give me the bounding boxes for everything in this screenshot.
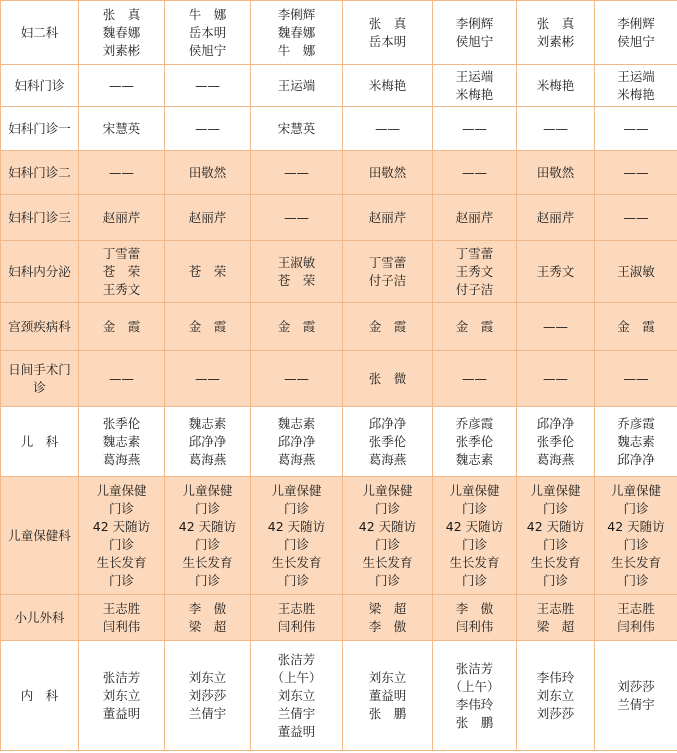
staff-name: 米梅艳	[455, 86, 494, 102]
schedule-cell	[517, 407, 595, 477]
staff-name: 儿童保健	[182, 482, 233, 498]
schedule-cell	[79, 241, 165, 303]
staff-name: 张 鹏	[455, 714, 494, 730]
schedule-cell	[517, 151, 595, 195]
department-name: 妇科内分泌	[1, 241, 79, 303]
schedule-cell	[595, 195, 677, 241]
schedule-cell	[595, 641, 677, 751]
schedule-cell	[165, 1, 251, 65]
staff-name: 张 真	[536, 15, 575, 31]
schedule-cell	[517, 477, 595, 595]
staff-name: 门诊	[108, 572, 134, 588]
staff-name: 刘莎莎	[536, 705, 575, 721]
schedule-cell	[595, 65, 677, 107]
staff-name: 金 霞	[617, 318, 655, 334]
schedule-cell	[165, 407, 251, 477]
schedule-cell	[251, 151, 343, 195]
staff-name: ——	[623, 209, 649, 225]
staff-name: 张洁芳	[102, 669, 141, 685]
schedule-cell	[343, 195, 433, 241]
schedule-cell	[595, 107, 677, 151]
staff-name: 梁 超	[368, 600, 407, 616]
staff-name: 门诊	[623, 500, 649, 516]
staff-name: 王志胜	[277, 600, 316, 616]
staff-name: ——	[375, 120, 400, 136]
schedule-cell	[79, 641, 165, 751]
schedule-cell	[433, 595, 517, 641]
staff-name: 李伟玲	[536, 669, 575, 685]
staff-name: 兰倩宇	[617, 696, 655, 712]
staff-name: 42 天随访	[445, 518, 504, 534]
staff-name: 田敬然	[188, 164, 227, 180]
staff-name: 田敬然	[536, 164, 575, 180]
schedule-cell	[343, 1, 433, 65]
staff-name: ——	[623, 120, 649, 136]
schedule-cell	[517, 351, 595, 407]
schedule-cell	[595, 241, 677, 303]
schedule-cell	[79, 107, 165, 151]
staff-name: 儿童保健	[530, 482, 581, 498]
staff-name: 梁 超	[188, 618, 227, 634]
schedule-cell	[433, 407, 517, 477]
staff-name: 赵丽芹	[455, 209, 494, 225]
department-name: 宫颈疾病科	[1, 303, 79, 351]
department-name: 妇科门诊三	[1, 195, 79, 241]
staff-name: 苍 荣	[188, 263, 227, 279]
staff-name: 王淑敏	[617, 263, 655, 279]
staff-name: 米梅艳	[536, 77, 575, 93]
staff-name: 金 霞	[102, 318, 141, 334]
staff-name: 邱净净	[277, 433, 316, 449]
department-name: 妇科门诊	[1, 65, 79, 107]
schedule-cell	[79, 351, 165, 407]
department-name: 日间手术门诊	[1, 351, 79, 407]
staff-name: 王淑敏	[277, 254, 316, 270]
schedule-cell	[251, 407, 343, 477]
schedule-cell	[433, 65, 517, 107]
schedule-cell	[343, 641, 433, 751]
staff-name: 牛 娜	[277, 42, 316, 58]
staff-name: 王运端	[617, 68, 655, 84]
staff-name: 张洁芳	[277, 651, 316, 667]
schedule-cell	[343, 407, 433, 477]
staff-name: 生长发育	[96, 554, 147, 570]
staff-name: 门诊	[542, 500, 568, 516]
staff-name: 岳本明	[368, 33, 407, 49]
staff-name: 李 傲	[455, 600, 494, 616]
schedule-cell	[517, 195, 595, 241]
staff-name: 李 傲	[368, 618, 407, 634]
staff-name: 丁雪蕾	[102, 245, 141, 261]
schedule-cell	[79, 1, 165, 65]
staff-name: 梁 超	[536, 618, 575, 634]
schedule-cell	[433, 241, 517, 303]
staff-name: ——	[195, 77, 220, 93]
schedule-cell	[343, 107, 433, 151]
staff-name: 李俐辉	[617, 15, 655, 31]
staff-name: 门诊	[108, 536, 134, 552]
department-name: 儿 科	[1, 407, 79, 477]
schedule-cell	[343, 477, 433, 595]
staff-name: 董益明	[277, 723, 316, 739]
staff-name: 米梅艳	[368, 77, 407, 93]
schedule-cell	[595, 303, 677, 351]
staff-name: 侯旭宁	[188, 42, 227, 58]
staff-name: 42 天随访	[358, 518, 417, 534]
department-name: 内 科	[1, 641, 79, 751]
staff-name: 李伟玲	[455, 696, 494, 712]
staff-name: 张季伦	[102, 415, 141, 431]
schedule-cell	[251, 595, 343, 641]
department-name: 妇科门诊一	[1, 107, 79, 151]
staff-name: 门诊	[194, 536, 220, 552]
staff-name: 邱净净	[188, 433, 227, 449]
schedule-cell	[433, 641, 517, 751]
staff-name: 王运端	[277, 77, 316, 93]
staff-name: 门诊	[623, 572, 649, 588]
department-name: 小儿外科	[1, 595, 79, 641]
schedule-cell	[79, 595, 165, 641]
staff-name: 门诊	[283, 536, 309, 552]
schedule-cell	[165, 303, 251, 351]
staff-name: 门诊	[283, 572, 309, 588]
schedule-row	[1, 595, 677, 641]
staff-name: 赵丽芹	[102, 209, 141, 225]
staff-name: 岳本明	[188, 24, 227, 40]
schedule-cell	[79, 151, 165, 195]
staff-name: 葛海燕	[277, 451, 316, 467]
staff-name: ——	[543, 318, 568, 334]
staff-name: 葛海燕	[188, 451, 227, 467]
staff-name: 丁雪蕾	[368, 254, 407, 270]
staff-name: 张 微	[368, 370, 407, 386]
staff-name: 米梅艳	[617, 86, 655, 102]
schedule-row	[1, 477, 677, 595]
schedule-cell	[79, 407, 165, 477]
staff-name: 乔彦霞	[455, 415, 494, 431]
schedule-cell	[79, 65, 165, 107]
staff-name: 邱净净	[368, 415, 407, 431]
staff-name: 苍 荣	[102, 263, 141, 279]
schedule-cell	[165, 65, 251, 107]
schedule-cell	[517, 595, 595, 641]
schedule-cell	[251, 107, 343, 151]
staff-name: 葛海燕	[536, 451, 575, 467]
staff-name: ——	[462, 120, 487, 136]
staff-name: 魏志素	[277, 415, 316, 431]
staff-name: 苍 荣	[277, 272, 316, 288]
schedule-cell	[165, 107, 251, 151]
staff-name: （上午）	[449, 678, 500, 694]
schedule-cell	[165, 477, 251, 595]
staff-name: 门诊	[461, 500, 487, 516]
staff-name: 金 霞	[277, 318, 316, 334]
staff-name: 42 天随访	[178, 518, 237, 534]
staff-name: 闫利伟	[455, 618, 494, 634]
schedule-cell	[517, 65, 595, 107]
staff-name: 儿童保健	[96, 482, 147, 498]
staff-name: 门诊	[108, 500, 134, 516]
staff-name: 生长发育	[530, 554, 581, 570]
staff-name: 田敬然	[368, 164, 407, 180]
schedule-row	[1, 1, 677, 65]
department-name: 妇二科	[1, 1, 79, 65]
staff-name: 兰倩宇	[188, 705, 227, 721]
staff-name: 门诊	[283, 500, 309, 516]
staff-name: 闫利伟	[102, 618, 141, 634]
schedule-cell	[165, 151, 251, 195]
staff-name: ——	[462, 164, 487, 180]
staff-name: 赵丽芹	[368, 209, 407, 225]
schedule-cell	[517, 107, 595, 151]
staff-name: 张季伦	[368, 433, 407, 449]
staff-name: 刘莎莎	[617, 678, 655, 694]
staff-name: 闫利伟	[277, 618, 316, 634]
staff-name: 宋慧英	[102, 120, 141, 136]
schedule-cell	[251, 477, 343, 595]
schedule-cell	[165, 595, 251, 641]
schedule-row	[1, 303, 677, 351]
staff-name: 魏春娜	[102, 24, 141, 40]
schedule-row	[1, 241, 677, 303]
staff-name: 王秀文	[102, 281, 141, 297]
staff-name: 邱净净	[617, 451, 655, 467]
staff-name: 生长发育	[271, 554, 322, 570]
schedule-row	[1, 407, 677, 477]
schedule-cell	[517, 1, 595, 65]
staff-name: 42 天随访	[267, 518, 326, 534]
schedule-cell	[433, 151, 517, 195]
staff-name: ——	[195, 370, 220, 386]
schedule-cell	[165, 641, 251, 751]
staff-name: 42 天随访	[607, 518, 665, 534]
staff-name: 李 傲	[188, 600, 227, 616]
staff-name: 42 天随访	[526, 518, 585, 534]
staff-name: 王秀文	[455, 263, 494, 279]
schedule-cell	[251, 641, 343, 751]
staff-name: 董益明	[368, 687, 407, 703]
staff-name: 生长发育	[610, 554, 661, 570]
staff-name: 侯旭宁	[455, 33, 494, 49]
staff-name: 儿童保健	[610, 482, 661, 498]
schedule-cell	[517, 641, 595, 751]
staff-name: 刘东立	[188, 669, 227, 685]
schedule-cell	[165, 351, 251, 407]
staff-name: 门诊	[194, 572, 220, 588]
staff-name: 张季伦	[536, 433, 575, 449]
staff-name: 儿童保健	[362, 482, 413, 498]
schedule-cell	[433, 351, 517, 407]
staff-name: ——	[284, 164, 309, 180]
staff-name: 魏春娜	[277, 24, 316, 40]
schedule-cell	[595, 1, 677, 65]
staff-name: 张 鹏	[368, 705, 407, 721]
staff-name: 赵丽芹	[188, 209, 227, 225]
staff-name: ——	[284, 209, 309, 225]
staff-name: 宋慧英	[277, 120, 316, 136]
schedule-cell	[343, 241, 433, 303]
staff-name: 门诊	[542, 572, 568, 588]
staff-name: 门诊	[374, 572, 400, 588]
staff-name: 闫利伟	[617, 618, 655, 634]
schedule-cell	[433, 1, 517, 65]
staff-name: 刘东立	[277, 687, 316, 703]
staff-name: ——	[109, 77, 134, 93]
staff-name: 葛海燕	[102, 451, 141, 467]
schedule-cell	[343, 595, 433, 641]
staff-name: 儿童保健	[271, 482, 322, 498]
schedule-cell	[165, 195, 251, 241]
schedule-cell	[251, 195, 343, 241]
schedule-cell	[595, 151, 677, 195]
staff-name: 门诊	[542, 536, 568, 552]
schedule-row	[1, 195, 677, 241]
staff-name: 魏志素	[617, 433, 655, 449]
staff-name: ——	[109, 164, 134, 180]
staff-name: 邱净净	[536, 415, 575, 431]
staff-name: 刘素彬	[536, 33, 575, 49]
staff-name: 乔彦霞	[617, 415, 655, 431]
staff-name: ——	[543, 370, 568, 386]
staff-name: 张 真	[368, 15, 407, 31]
schedule-cell	[79, 195, 165, 241]
staff-name: 付子洁	[368, 272, 407, 288]
staff-name: 门诊	[374, 536, 400, 552]
staff-name: 王运端	[455, 68, 494, 84]
staff-name: 董益明	[102, 705, 141, 721]
staff-name: （上午）	[271, 669, 322, 685]
staff-name: 魏志素	[188, 415, 227, 431]
schedule-cell	[595, 595, 677, 641]
schedule-cell	[595, 477, 677, 595]
staff-name: 金 霞	[455, 318, 494, 334]
schedule-cell	[433, 195, 517, 241]
staff-name: ——	[623, 370, 649, 386]
staff-name: 门诊	[461, 536, 487, 552]
schedule-cell	[251, 303, 343, 351]
schedule-cell	[517, 303, 595, 351]
staff-name: 李俐辉	[455, 15, 494, 31]
staff-name: ——	[284, 370, 309, 386]
staff-name: 42 天随访	[92, 518, 151, 534]
staff-name: 刘莎莎	[188, 687, 227, 703]
staff-name: 王志胜	[536, 600, 575, 616]
staff-name: 生长发育	[362, 554, 413, 570]
staff-name: 生长发育	[182, 554, 233, 570]
schedule-cell	[595, 351, 677, 407]
schedule-row	[1, 351, 677, 407]
staff-name: ——	[195, 120, 220, 136]
staff-name: 兰倩宇	[277, 705, 316, 721]
staff-name: 刘东立	[368, 669, 407, 685]
schedule-row	[1, 65, 677, 107]
staff-name: 赵丽芹	[536, 209, 575, 225]
schedule-cell	[251, 1, 343, 65]
schedule-row	[1, 151, 677, 195]
staff-name: 王志胜	[617, 600, 655, 616]
schedule-cell	[251, 351, 343, 407]
staff-name: 丁雪蕾	[455, 245, 494, 261]
schedule-cell	[343, 65, 433, 107]
staff-name: 刘东立	[536, 687, 575, 703]
staff-name: ——	[109, 370, 134, 386]
staff-name: 王秀文	[536, 263, 575, 279]
staff-name: ——	[543, 120, 568, 136]
staff-name: 生长发育	[449, 554, 500, 570]
schedule-cell	[343, 351, 433, 407]
staff-name: 刘素彬	[102, 42, 141, 58]
staff-name: 金 霞	[368, 318, 407, 334]
staff-name: 葛海燕	[368, 451, 407, 467]
staff-name: 魏志素	[102, 433, 141, 449]
schedule-cell	[79, 303, 165, 351]
staff-name: 门诊	[194, 500, 220, 516]
schedule-body	[1, 1, 677, 751]
schedule-row	[1, 107, 677, 151]
schedule-cell	[433, 107, 517, 151]
staff-name: 门诊	[461, 572, 487, 588]
staff-name: 侯旭宁	[617, 33, 655, 49]
staff-name: ——	[462, 370, 487, 386]
schedule-cell	[517, 241, 595, 303]
schedule-cell	[343, 151, 433, 195]
schedule-cell	[251, 241, 343, 303]
staff-name: 门诊	[374, 500, 400, 516]
schedule-cell	[595, 407, 677, 477]
staff-name: 门诊	[623, 536, 649, 552]
staff-name: 魏志素	[455, 451, 494, 467]
schedule-cell	[433, 477, 517, 595]
staff-name: 刘东立	[102, 687, 141, 703]
staff-name: 李俐辉	[277, 6, 316, 22]
staff-name: 王志胜	[102, 600, 141, 616]
schedule-cell	[165, 241, 251, 303]
staff-name: 牛 娜	[188, 6, 227, 22]
department-name: 儿童保健科	[1, 477, 79, 595]
staff-name: 金 霞	[188, 318, 227, 334]
staff-name: 张 真	[102, 6, 141, 22]
department-name: 妇科门诊二	[1, 151, 79, 195]
schedule-cell	[79, 477, 165, 595]
staff-name: ——	[623, 164, 649, 180]
staff-name: 张季伦	[455, 433, 494, 449]
staff-name: 张洁芳	[455, 660, 494, 676]
schedule-cell	[343, 303, 433, 351]
schedule-cell	[251, 65, 343, 107]
staff-name: 付子洁	[455, 281, 494, 297]
staff-name: 儿童保健	[449, 482, 500, 498]
schedule-row	[1, 641, 677, 751]
schedule-cell	[433, 303, 517, 351]
